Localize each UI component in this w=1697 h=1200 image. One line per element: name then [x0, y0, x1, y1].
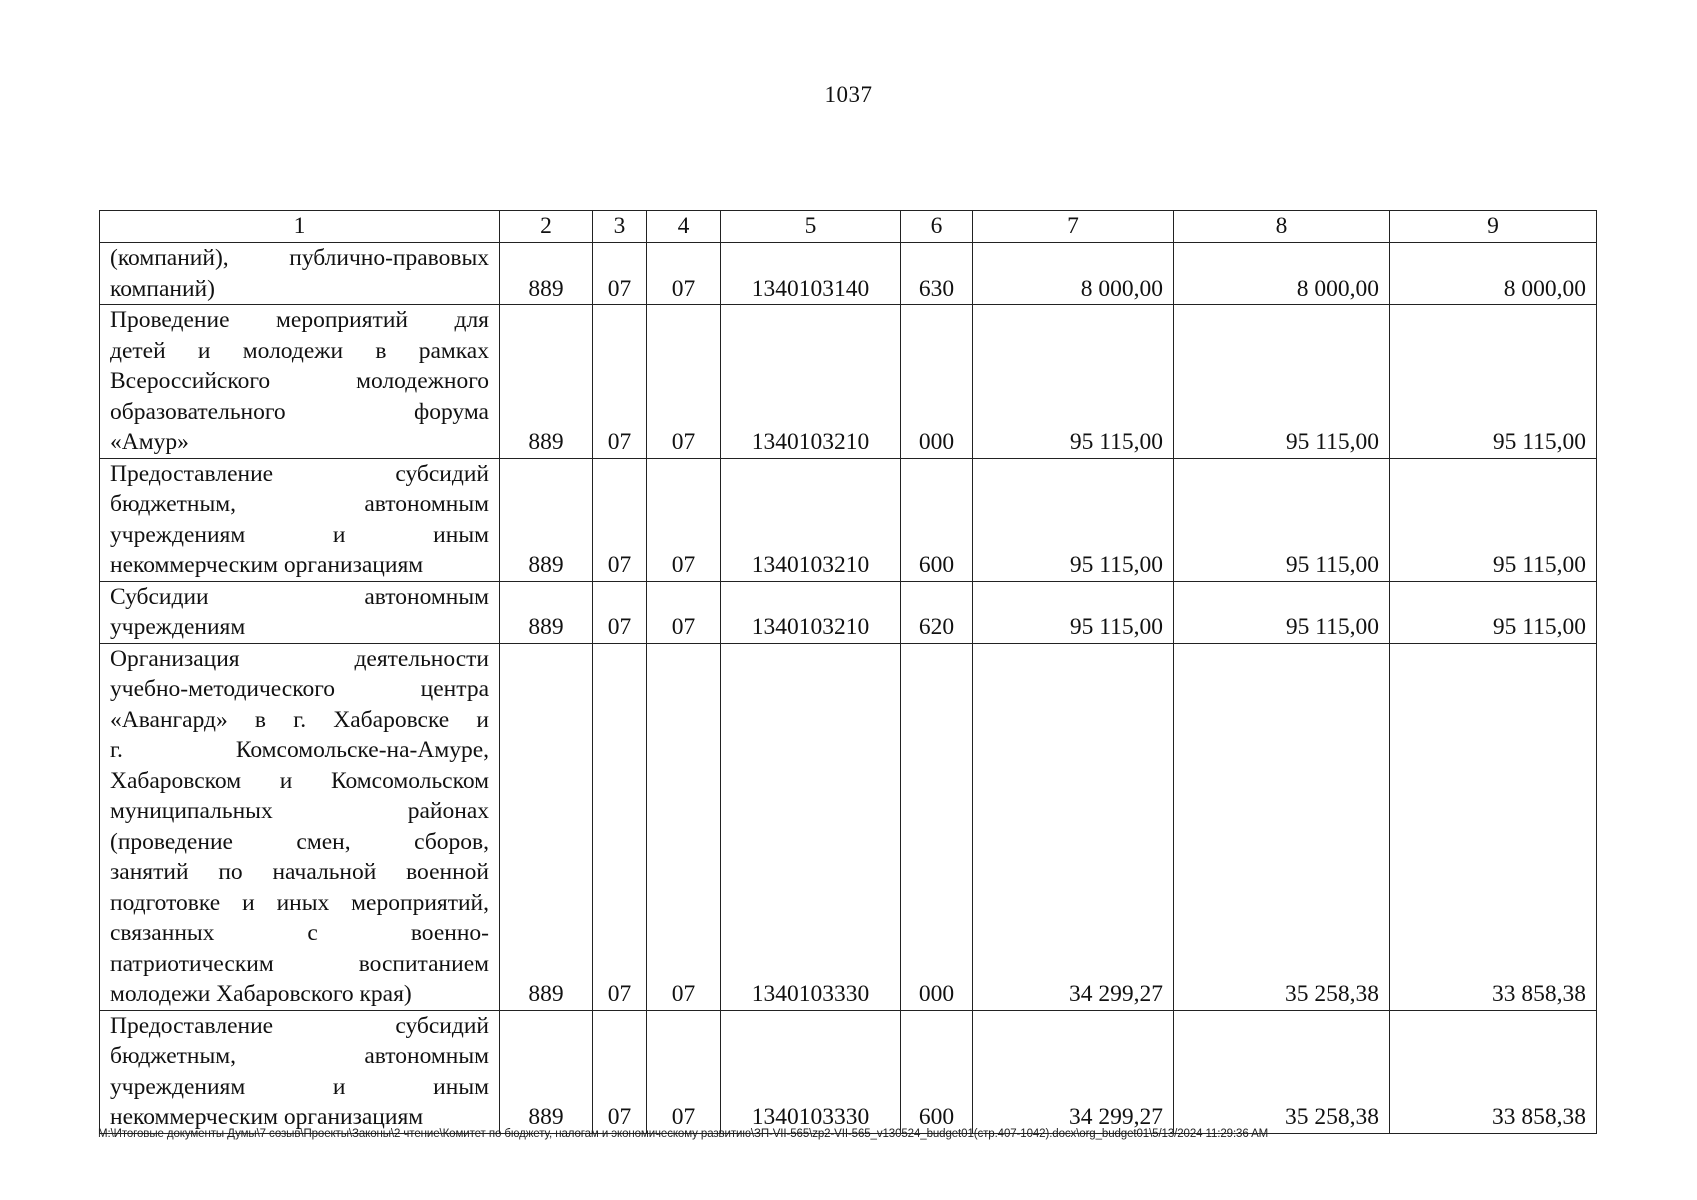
header-cell: 2 [500, 211, 593, 243]
description-line: г. Комсомольске-на-Амуре, [110, 737, 489, 763]
description-line: некоммерческим организациям [110, 552, 424, 578]
header-cell: 1 [100, 211, 500, 243]
expense-type-cell: 630 [901, 243, 973, 305]
description-line: Предоставление субсидий [110, 1012, 489, 1039]
amount-year1-cell: 8 000,00 [973, 243, 1174, 305]
subsection-code-cell: 07 [647, 643, 721, 1010]
header-cell: 4 [647, 211, 721, 243]
subsection-code-cell: 07 [647, 243, 721, 305]
section-code-cell: 07 [593, 458, 647, 581]
description-line: бюджетным, автономным [110, 1043, 489, 1069]
amount-year2-cell: 35 258,38 [1174, 643, 1390, 1010]
description-line: «Авангард» в г. Хабаровске и [110, 706, 489, 733]
table-row [100, 1010, 1597, 1133]
ministry-code-cell: 889 [500, 243, 593, 305]
description-line: (компаний), публично-правовых [110, 245, 489, 271]
ministry-code-cell: 889 [500, 643, 593, 1010]
amount-year1-cell: 34 299,27 [973, 1010, 1174, 1133]
expense-type-cell: 000 [901, 305, 973, 459]
ministry-code-cell: 889 [500, 581, 593, 643]
amount-year3-cell: 33 858,38 [1390, 643, 1597, 1010]
description-line: занятий по начальной военной [110, 859, 489, 885]
description-line: Организация деятельности [110, 645, 489, 672]
row-description [100, 305, 500, 459]
description-line: муниципальных районах [110, 798, 489, 824]
footer-file-path: M:\Итоговые документы Думы\7 созыв\Проекты\Законы\2 чтение\Комитет по бюджету, налогам и экономическому развитию\ЗП-VII-565\zp2-VII-565_v130524_budget01(стр.407-1042).docx\org_budget01\5/13/2024 11:29:36 AM [98, 1128, 1269, 1140]
table-row [100, 305, 1597, 459]
description-line: детей и молодежи в рамках [110, 337, 489, 364]
expense-type-cell: 600 [901, 1010, 973, 1133]
header-cell: 5 [721, 211, 901, 243]
amount-year3-cell: 8 000,00 [1390, 243, 1597, 305]
page-number: 1037 [824, 82, 873, 107]
section-code-cell: 07 [593, 243, 647, 305]
subsection-code-cell: 07 [647, 305, 721, 459]
amount-year2-cell: 95 115,00 [1174, 581, 1390, 643]
description-line: учреждениям [110, 614, 246, 640]
ministry-code-cell: 889 [500, 458, 593, 581]
target-article-cell: 1340103330 [721, 643, 901, 1010]
section-code-cell: 07 [593, 581, 647, 643]
header-cell: 8 [1174, 211, 1390, 243]
description-line: Всероссийского молодежного [110, 368, 489, 394]
description-line: Хабаровском и Комсомольском [110, 767, 489, 794]
amount-year3-cell: 33 858,38 [1390, 1010, 1597, 1133]
subsection-code-cell: 07 [647, 458, 721, 581]
amount-year3-cell: 95 115,00 [1390, 305, 1597, 459]
row-description [100, 581, 500, 643]
table-row [100, 643, 1597, 1010]
expense-type-cell: 620 [901, 581, 973, 643]
header-cell: 9 [1390, 211, 1597, 243]
description-line: бюджетным, автономным [110, 491, 489, 517]
row-description [100, 643, 500, 1010]
table-header-row [100, 211, 1597, 243]
description-line: «Амур» [110, 429, 189, 455]
description-line: связанных с военно- [110, 920, 489, 946]
target-article-cell: 1340103210 [721, 458, 901, 581]
description-line: Проведение мероприятий для [110, 307, 489, 333]
section-code-cell: 07 [593, 643, 647, 1010]
ministry-code-cell: 889 [500, 1010, 593, 1133]
row-description [100, 243, 500, 305]
target-article-cell: 1340103210 [721, 581, 901, 643]
amount-year2-cell: 8 000,00 [1174, 243, 1390, 305]
target-article-cell: 1340103210 [721, 305, 901, 459]
amount-year1-cell: 95 115,00 [973, 581, 1174, 643]
amount-year1-cell: 34 299,27 [973, 643, 1174, 1010]
description-line: учреждениям и иным [110, 1073, 489, 1100]
header-cell: 7 [973, 211, 1174, 243]
header-cell: 6 [901, 211, 973, 243]
budget-table [99, 210, 1597, 1134]
amount-year2-cell: 95 115,00 [1174, 305, 1390, 459]
row-description [100, 458, 500, 581]
subsection-code-cell: 07 [647, 581, 721, 643]
table-row [100, 243, 1597, 305]
description-line: (проведение смен, сборов, [110, 828, 489, 855]
description-line: подготовке и иных мероприятий, [110, 889, 489, 916]
description-line: некоммерческим организациям [110, 1104, 424, 1130]
header-cell: 3 [593, 211, 647, 243]
description-line: молодежи Хабаровского края) [110, 981, 412, 1007]
target-article-cell: 1340103330 [721, 1010, 901, 1133]
description-line: Предоставление субсидий [110, 460, 489, 487]
table-row [100, 581, 1597, 643]
ministry-code-cell: 889 [500, 305, 593, 459]
description-line: Субсидии автономным [110, 583, 489, 610]
amount-year3-cell: 95 115,00 [1390, 581, 1597, 643]
amount-year1-cell: 95 115,00 [973, 458, 1174, 581]
amount-year2-cell: 95 115,00 [1174, 458, 1390, 581]
amount-year2-cell: 35 258,38 [1174, 1010, 1390, 1133]
section-code-cell: 07 [593, 1010, 647, 1133]
table-row [100, 458, 1597, 581]
expense-type-cell: 600 [901, 458, 973, 581]
expense-type-cell: 000 [901, 643, 973, 1010]
description-line: учреждениям и иным [110, 521, 489, 548]
description-line: учебно-методического центра [110, 676, 489, 702]
description-line: компаний) [110, 275, 215, 302]
target-article-cell: 1340103140 [721, 243, 901, 305]
amount-year1-cell: 95 115,00 [973, 305, 1174, 459]
row-description [100, 1010, 500, 1133]
subsection-code-cell: 07 [647, 1010, 721, 1133]
section-code-cell: 07 [593, 305, 647, 459]
amount-year3-cell: 95 115,00 [1390, 458, 1597, 581]
description-line: патриотическим воспитанием [110, 950, 489, 977]
description-line: образовательного форума [110, 398, 489, 425]
